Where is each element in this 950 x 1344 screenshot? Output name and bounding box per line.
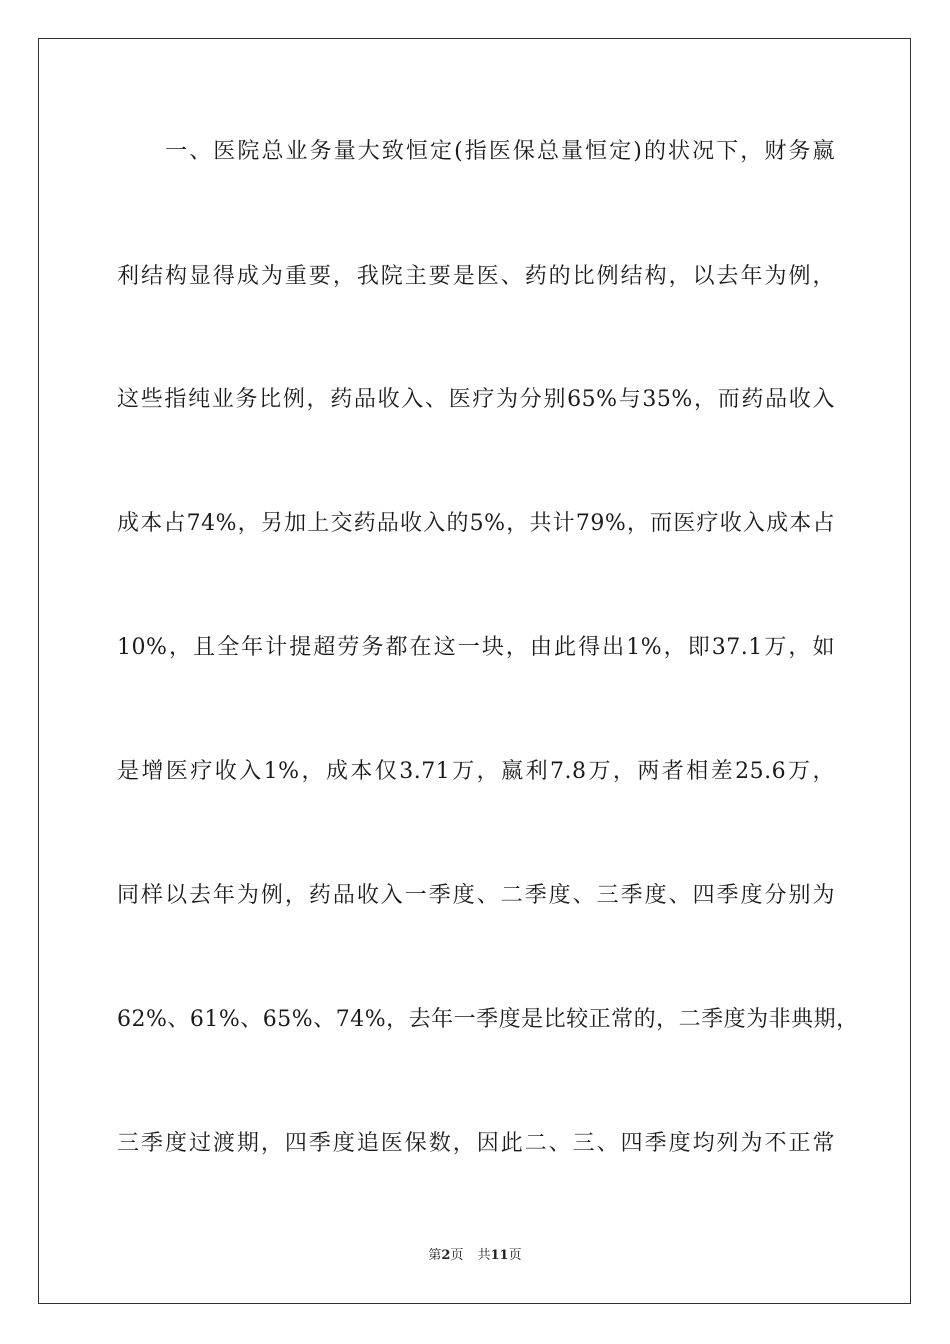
page-suffix: 页 (450, 1248, 464, 1263)
paragraph-line: 10%，且全年计提超劳务都在这一块，由此得出1%，即37.1万，如 (117, 635, 835, 660)
paragraph-line: 这些指纯业务比例，药品收入、医疗为分别65%与35%，而药品收入 (117, 387, 835, 412)
total-prefix: 共 (477, 1248, 491, 1263)
page-border (38, 38, 911, 1304)
paragraph-line: 成本占74%，另加上交药品收入的5%，共计79%，而医疗收入成本占 (117, 511, 835, 536)
paragraph-line: 同样以去年为例，药品收入一季度、二季度、三季度、四季度分别为 (117, 883, 835, 908)
paragraph-line: 一、医院总业务量大致恒定(指医保总量恒定)的状况下，财务嬴 (117, 139, 835, 164)
total-pages: 11 (490, 1248, 509, 1263)
page-prefix: 第 (428, 1248, 442, 1263)
paragraph-line: 利结构显得成为重要，我院主要是医、药的比例结构，以去年为例， (117, 264, 835, 289)
paragraph-line: 是增医疗收入1%，成本仅3.71万，嬴利7.8万，两者相差25.6万， (117, 759, 835, 784)
page-number: 2 (441, 1248, 451, 1263)
total-suffix: 页 (508, 1248, 522, 1263)
page-footer (0, 1248, 950, 1264)
paragraph-line: 62%、61%、65%、74%，去年一季度是比较正常的，二季度为非典期， (117, 1007, 859, 1032)
paragraph-line: 三季度过渡期，四季度追医保数，因此二、三、四季度均列为不正常 (117, 1131, 835, 1156)
